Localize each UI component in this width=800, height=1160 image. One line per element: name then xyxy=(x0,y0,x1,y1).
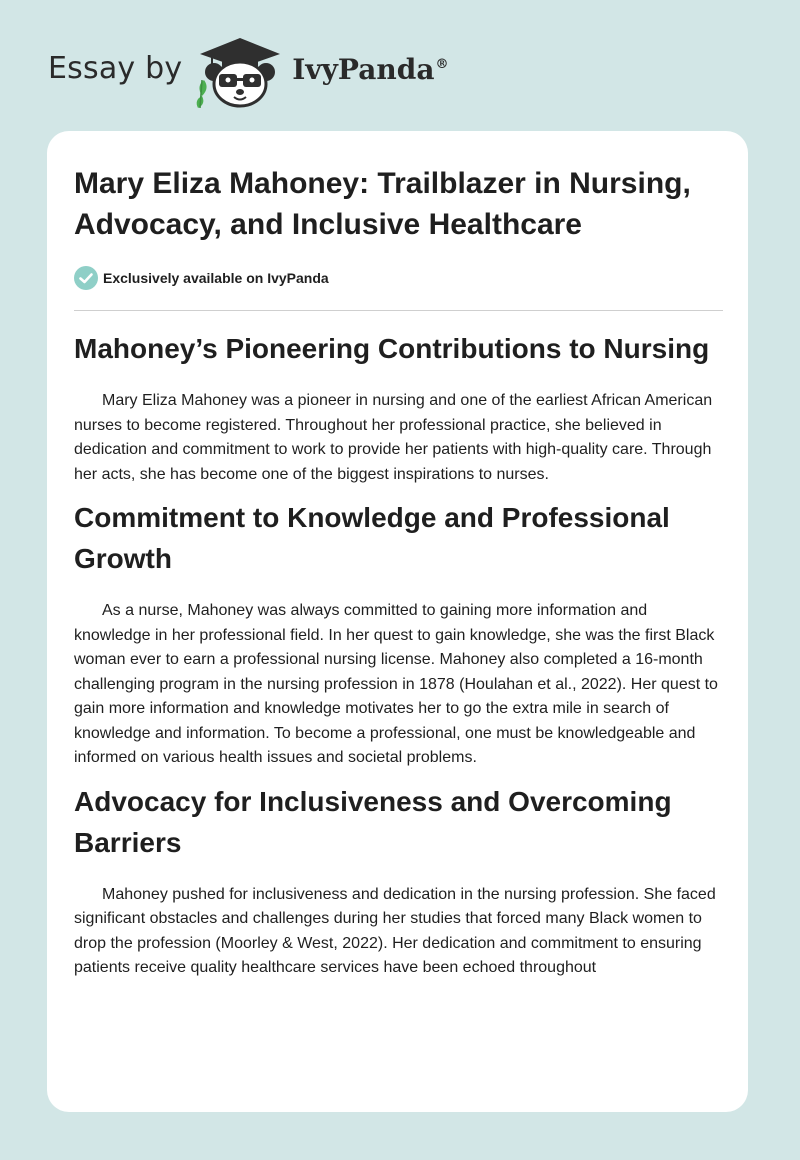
essay-title: Mary Eliza Mahoney: Trailblazer in Nursing, Advocacy, and Inclusive Healthcare xyxy=(74,167,691,241)
trademark-symbol: ® xyxy=(435,57,449,73)
title-divider xyxy=(74,310,723,311)
brand-name[interactable]: IvyPanda® xyxy=(292,52,449,86)
site-header xyxy=(48,34,448,110)
essay-card xyxy=(47,131,748,1112)
section-paragraph: Mahoney pushed for inclusiveness and dedication in the nursing profession. She faced significant obstacles and challenges during her studies that forced many Black women to drop the profession (Moorley & West, 2022). Her dedication and commitment to ensuring patients receive quality healthcare services have been echoed throughout xyxy=(74,885,716,976)
exclusive-badge xyxy=(74,265,723,291)
panda-graduate-logo-icon[interactable] xyxy=(192,34,288,110)
section-paragraph: Mary Eliza Mahoney was a pioneer in nursing and one of the earliest African American nurses to become registered. Throughout her professional practice, she believed in dedication and commitment to work to provide her patients with high-quality care. Through her acts, she has become one of the biggest inspirations to nurses. xyxy=(74,392,713,483)
brand-prefix: Essay by xyxy=(48,50,183,86)
section-advocacy-inclusiveness xyxy=(74,781,723,981)
section-commitment-knowledge xyxy=(74,497,723,771)
section-heading: Mahoney’s Pioneering Contributions to Nursing xyxy=(74,333,710,364)
check-circle-icon xyxy=(74,266,98,290)
exclusive-badge-text: Exclusively available on IvyPanda xyxy=(103,270,329,286)
section-pioneering-contributions xyxy=(74,328,723,487)
section-paragraph: As a nurse, Mahoney was always committed to gaining more information and knowledge in her professional field. In her quest to gain knowledge, she was the first Black woman ever to earn a professional nursing license. Mahoney also completed a 16-month challenging program in the nursing profession in 1878 (Houlahan et al., 2022). Her quest to gain more information and knowledge motivates her to go the extra mile in search of knowledge and information. To become a professional, one must be knowledgeable and informed on various health issues and societal problems. xyxy=(74,602,718,766)
section-heading: Advocacy for Inclusiveness and Overcoming Barriers xyxy=(74,785,672,858)
essay-content xyxy=(74,163,723,981)
section-heading: Commitment to Knowledge and Professional Growth xyxy=(74,502,670,574)
